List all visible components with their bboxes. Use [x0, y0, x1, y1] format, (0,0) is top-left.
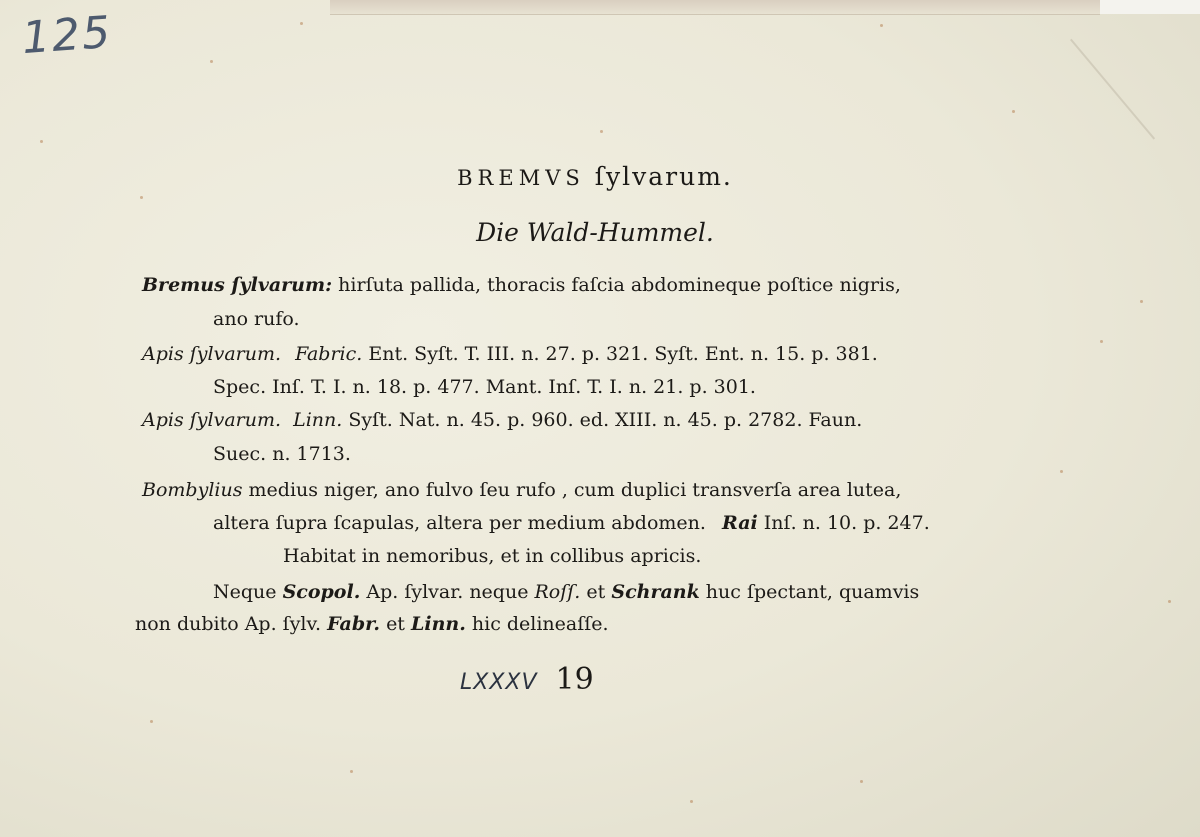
habitat-text: Habitat in nemoribus, et in collibus apricis.: [283, 545, 702, 567]
note-text: et: [386, 613, 405, 635]
paper-speck: [40, 140, 43, 143]
note-text: non dubito Ap. ſylv.: [135, 613, 322, 635]
text-line-7: [142, 481, 901, 500]
description-text: medius niger, ano fulvo ſeu rufo , cum duplici transverſa area lutea,: [248, 479, 902, 501]
author-name: Fabric.: [295, 343, 363, 365]
reference-text: Ent. Syſt. T. III. n. 27. p. 321. Syſt. Ent. n. 15. p. 381.: [368, 343, 878, 365]
author-name: Fabr.: [327, 613, 381, 635]
author-name: Rai: [721, 512, 758, 534]
species-name: ſylvarum.: [594, 162, 733, 191]
reference-text: Inſ. n. 10. p. 247.: [763, 512, 930, 534]
author-name: Linn.: [293, 409, 343, 431]
note-text: Ap. ſylvar. neque: [366, 581, 529, 603]
note-text: Neque: [213, 581, 277, 603]
author-name: Roſſ.: [534, 581, 581, 603]
handwritten-catalog-number: 125: [20, 6, 114, 65]
text-line-4: [213, 378, 756, 397]
taxon-name: Apis ſylvarum.: [142, 343, 282, 365]
handwritten-plate-numeral: LXXXV: [460, 670, 538, 695]
reference-text: Suec. n. 1713.: [213, 443, 351, 465]
paper-speck: [350, 770, 353, 773]
genus-name: BREMVS: [457, 166, 585, 190]
common-name: Die Wald-Hummel.: [476, 218, 714, 247]
paper-speck: [1140, 300, 1143, 303]
text-line-9: [283, 547, 701, 566]
text-line-10: [213, 583, 919, 602]
paper-speck: [210, 60, 213, 63]
paper-speck: [1060, 470, 1063, 473]
paper-speck: [140, 196, 143, 199]
paper-speck: [860, 780, 863, 783]
text-line-2: [213, 310, 300, 329]
plate-page-number: 19: [555, 662, 594, 697]
reference-text: Spec. Inſ. T. I. n. 18. p. 477. Mant. Inſ. T. I. n. 21. p. 301.: [213, 376, 756, 398]
paper-speck: [600, 130, 603, 133]
text-line-6: [213, 445, 351, 464]
text-line-1: [142, 276, 901, 295]
paper-speck: [1100, 340, 1103, 343]
taxon-name: Bremus ſylvarum:: [142, 274, 333, 296]
paper-speck: [1012, 110, 1015, 113]
paper-speck: [690, 800, 693, 803]
text-line-11: [135, 615, 609, 634]
sheet-edge: [330, 0, 1100, 15]
description-text: hirſuta pallida, thoracis faſcia abdomineque poſtice nigris,: [338, 274, 901, 296]
description-text: ano rufo.: [213, 308, 300, 330]
taxon-name: Bombylius: [142, 479, 243, 501]
reference-text: Syſt. Nat. n. 45. p. 960. ed. XIII. n. 45. p. 2782. Faun.: [348, 409, 863, 431]
text-line-3: [142, 345, 878, 364]
page-title: [0, 162, 1190, 191]
author-name: Linn.: [411, 613, 466, 635]
author-name: Schrank: [611, 581, 700, 603]
text-line-5: [142, 411, 862, 430]
note-text: et: [586, 581, 606, 603]
taxon-name: Apis ſylvarum.: [142, 409, 282, 431]
paper-speck: [150, 720, 153, 723]
text-line-8: [213, 514, 930, 533]
paper-speck: [1168, 600, 1171, 603]
note-text: huc ſpectant, quamvis: [705, 581, 920, 603]
plate-number: [460, 662, 594, 697]
author-name: Scopol.: [282, 581, 361, 603]
note-text: hic delineaſſe.: [471, 613, 609, 635]
paper-speck: [300, 22, 303, 25]
paper-crease: [1070, 0, 1200, 140]
description-text: altera ſupra ſcapulas, altera per medium abdomen.: [213, 512, 706, 534]
paper-speck: [880, 24, 883, 27]
